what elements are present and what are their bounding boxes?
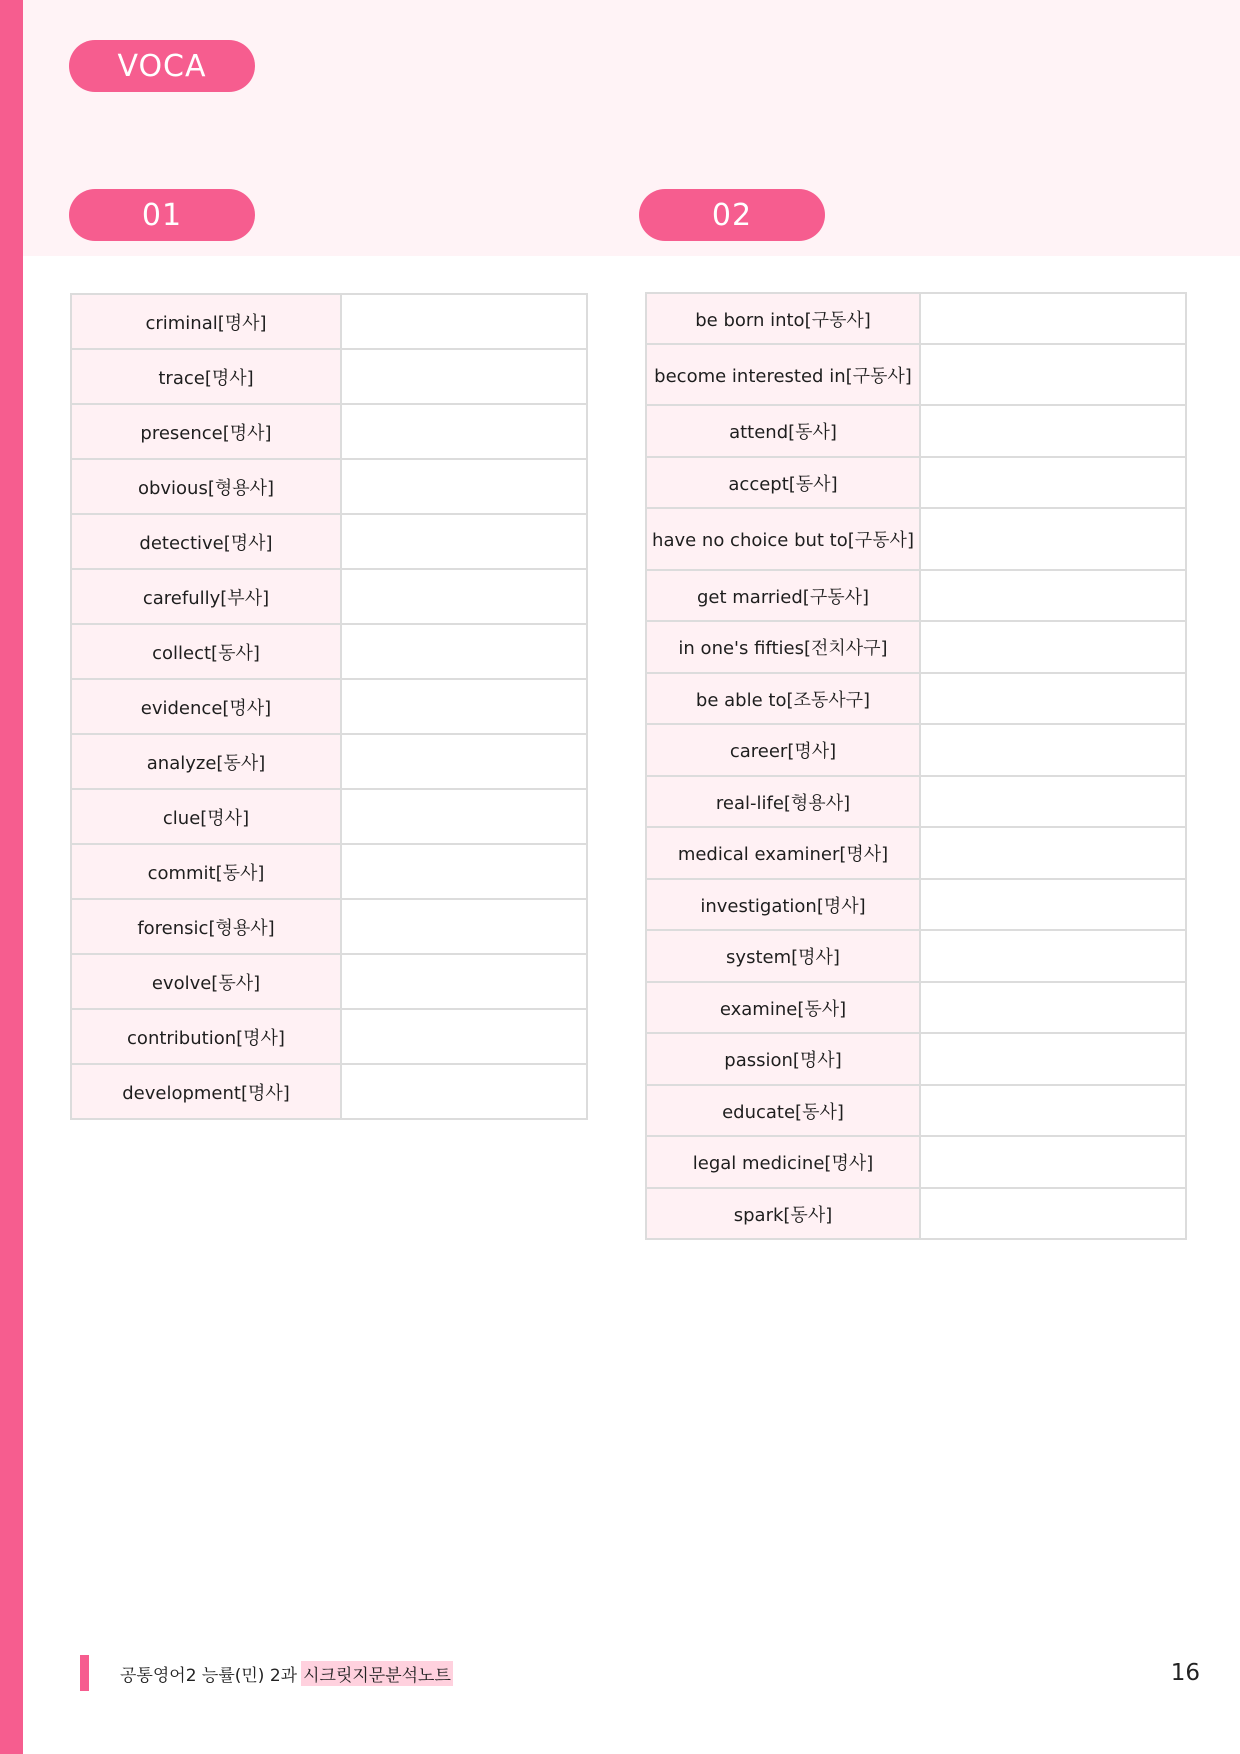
table-row — [71, 844, 587, 899]
answer-cell[interactable] — [341, 954, 587, 1009]
table-row — [71, 734, 587, 789]
vocab-word: criminal[명사] — [71, 294, 341, 349]
footer-accent-bar — [80, 1655, 89, 1691]
section-02-label: 02 — [639, 189, 825, 241]
answer-cell[interactable] — [341, 349, 587, 404]
table-row — [646, 827, 1186, 879]
vocab-word: get married[구동사] — [646, 570, 920, 621]
vocab-word: development[명사] — [71, 1064, 341, 1119]
table-row — [646, 1085, 1186, 1136]
table-row — [71, 1009, 587, 1064]
vocab-word: presence[명사] — [71, 404, 341, 459]
table-row — [646, 1033, 1186, 1085]
answer-cell[interactable] — [920, 405, 1186, 457]
table-row — [71, 1064, 587, 1119]
table-row — [646, 405, 1186, 457]
vocab-word: examine[동사] — [646, 982, 920, 1033]
footer-book-title — [120, 1660, 453, 1686]
table-row — [71, 954, 587, 1009]
footer-highlight: 시크릿지문분석노트 — [301, 1661, 453, 1686]
table-row — [646, 982, 1186, 1033]
vocab-word: spark[동사] — [646, 1188, 920, 1239]
table-row — [71, 899, 587, 954]
voca-label: VOCA — [69, 40, 255, 92]
answer-cell[interactable] — [920, 879, 1186, 930]
table-row — [71, 514, 587, 569]
answer-cell[interactable] — [920, 1136, 1186, 1188]
table-row — [646, 293, 1186, 344]
vocab-word: investigation[명사] — [646, 879, 920, 930]
answer-cell[interactable] — [341, 404, 587, 459]
vocab-word: commit[동사] — [71, 844, 341, 899]
answer-cell[interactable] — [920, 293, 1186, 344]
answer-cell[interactable] — [920, 673, 1186, 724]
table-row — [646, 621, 1186, 673]
table-row — [646, 724, 1186, 776]
answer-cell[interactable] — [920, 930, 1186, 982]
answer-cell[interactable] — [341, 294, 587, 349]
answer-cell[interactable] — [341, 1064, 587, 1119]
table-row — [646, 570, 1186, 621]
answer-cell[interactable] — [920, 621, 1186, 673]
answer-cell[interactable] — [341, 844, 587, 899]
answer-cell[interactable] — [341, 899, 587, 954]
answer-cell[interactable] — [341, 789, 587, 844]
table-row — [71, 459, 587, 514]
table-row — [646, 1188, 1186, 1239]
vocab-word: evidence[명사] — [71, 679, 341, 734]
footer-title-text: 공통영어2 능률(민) 2과 — [120, 1665, 298, 1686]
answer-cell[interactable] — [341, 734, 587, 789]
answer-cell[interactable] — [341, 679, 587, 734]
table-row — [646, 673, 1186, 724]
vocab-word: carefully[부사] — [71, 569, 341, 624]
section-01-label: 01 — [69, 189, 255, 241]
answer-cell[interactable] — [920, 982, 1186, 1033]
vocab-word: be able to[조동사구] — [646, 673, 920, 724]
answer-cell[interactable] — [341, 569, 587, 624]
table-row — [646, 344, 1186, 405]
vocab-word: trace[명사] — [71, 349, 341, 404]
answer-cell[interactable] — [920, 776, 1186, 827]
table-row — [71, 624, 587, 679]
table-row — [646, 930, 1186, 982]
vocab-word: passion[명사] — [646, 1033, 920, 1085]
vocab-table-02 — [645, 292, 1187, 1240]
vocab-word: detective[명사] — [71, 514, 341, 569]
vocab-word: attend[동사] — [646, 405, 920, 457]
answer-cell[interactable] — [920, 344, 1186, 405]
answer-cell[interactable] — [920, 457, 1186, 508]
vocab-word: accept[동사] — [646, 457, 920, 508]
table-row — [71, 789, 587, 844]
table-row — [71, 294, 587, 349]
side-accent-bar — [0, 0, 23, 1754]
table-row — [71, 569, 587, 624]
answer-cell[interactable] — [920, 1085, 1186, 1136]
table-row — [71, 679, 587, 734]
vocab-word: be born into[구동사] — [646, 293, 920, 344]
table-row — [646, 508, 1186, 570]
vocab-word: medical examiner[명사] — [646, 827, 920, 879]
answer-cell[interactable] — [920, 1188, 1186, 1239]
table-row — [71, 349, 587, 404]
vocab-word: become interested in[구동사] — [646, 344, 920, 405]
vocab-word: collect[동사] — [71, 624, 341, 679]
table-row — [71, 404, 587, 459]
answer-cell[interactable] — [920, 724, 1186, 776]
vocab-word: legal medicine[명사] — [646, 1136, 920, 1188]
vocab-word: contribution[명사] — [71, 1009, 341, 1064]
vocab-word: forensic[형용사] — [71, 899, 341, 954]
answer-cell[interactable] — [341, 1009, 587, 1064]
table-row — [646, 1136, 1186, 1188]
answer-cell[interactable] — [341, 624, 587, 679]
vocab-word: system[명사] — [646, 930, 920, 982]
answer-cell[interactable] — [341, 514, 587, 569]
answer-cell[interactable] — [341, 459, 587, 514]
vocab-word: career[명사] — [646, 724, 920, 776]
answer-cell[interactable] — [920, 508, 1186, 570]
table-row — [646, 879, 1186, 930]
vocab-word: educate[동사] — [646, 1085, 920, 1136]
vocab-word: analyze[동사] — [71, 734, 341, 789]
table-row — [646, 457, 1186, 508]
table-row — [646, 776, 1186, 827]
answer-cell[interactable] — [920, 827, 1186, 879]
vocab-word: real-life[형용사] — [646, 776, 920, 827]
answer-cell[interactable] — [920, 570, 1186, 621]
vocab-word: evolve[동사] — [71, 954, 341, 1009]
page-number: 16 — [1170, 1660, 1200, 1686]
answer-cell[interactable] — [920, 1033, 1186, 1085]
vocab-word: have no choice but to[구동사] — [646, 508, 920, 570]
vocab-word: obvious[형용사] — [71, 459, 341, 514]
vocab-table-01 — [70, 293, 588, 1120]
vocab-word: clue[명사] — [71, 789, 341, 844]
vocab-word: in one's fifties[전치사구] — [646, 621, 920, 673]
